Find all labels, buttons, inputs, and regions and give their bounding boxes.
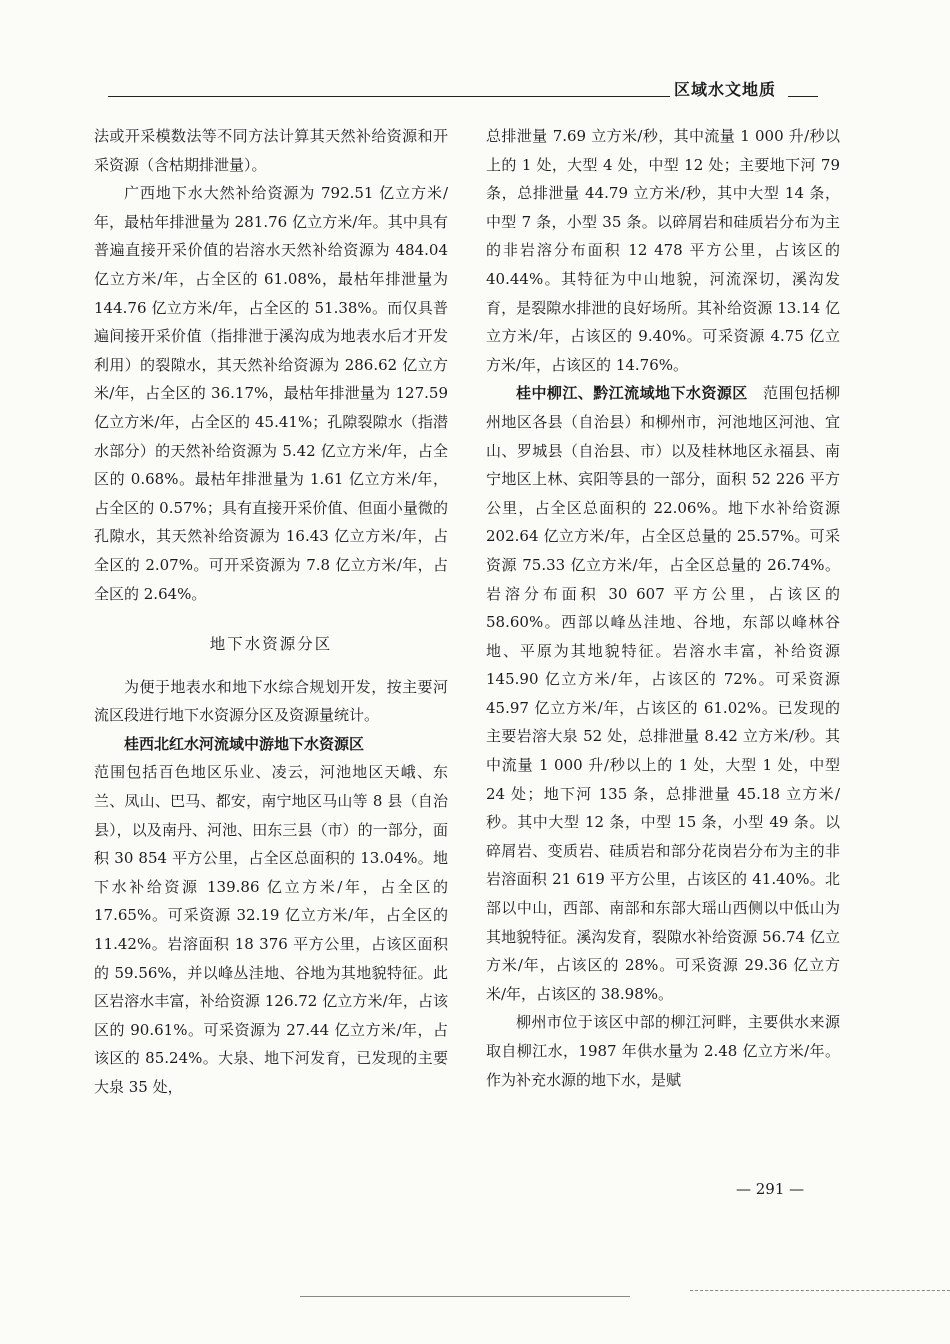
scan-artifact-line: [690, 1290, 950, 1291]
paragraph: 范围包括百色地区乐业、凌云，河池地区天峨、东兰、凤山、巴马、都安，南宁地区马山等 8 县（自治县），以及南丹、河池、田东三县（市）的一部分，面积 30 854 平方公里，占全区总面积的 13.04%。地下水补给资源 139.86 亿立方米/年，占全区的 17.65%。可采资源 32.19 亿立方米/年，占全区的 11.42%。岩溶面积 18 376 平方公里，占该区面积的 59.56%，并以峰丛洼地、谷地为其地貌特征。此区岩溶水丰富，补给资源 126.72 亿立方米/年，占该区的 90.61%。可采资源为 27.44 亿立方米/年，占该区的 85.24%。大泉、地下河发育，已发现的主要大泉 35 处，: [94, 763, 448, 1096]
region-subheading: 桂中柳江、黔江流域地下水资源区: [516, 384, 748, 403]
right-column: [486, 122, 840, 1094]
paragraph: 法或开采模数法等不同方法计算其天然补给资源和开采资源（含枯期排泄量）。: [94, 127, 448, 174]
paragraph: 柳州市位于该区中部的柳江河畔，主要供水来源取自柳江水，1987 年供水量为 2.48 亿立方米/年。作为补充水源的地下水，是赋: [486, 1013, 840, 1089]
header-rule-left: [108, 96, 670, 97]
paragraph: 为便于地表水和地下水综合规划开发，按主要河流区段进行地下水资源分区及资源量统计。: [94, 677, 448, 725]
paragraph: [486, 379, 840, 1008]
scan-artifact-line: [300, 1296, 630, 1297]
header-rule-right: [788, 96, 818, 97]
paragraph: 总排泄量 7.69 立方米/秒，其中流量 1 000 升/秒以上的 1 处，大型 4 处，中型 12 处；主要地下河 79 条，总排泄量 44.79 立方米/秒，其中大型 14 条，中型 7 条，小型 35 条。以碎屑岩和硅质岩分布为主的非岩溶分布面积 12 478 平方公里，占该区的 40.44%。其特征为中山地貌，河流深切，溪沟发育，是裂隙水排泄的良好场所。其补给资源 13.14 亿立方米/年，占该区的 9.40%。可采资源 4.75 亿立方米/年，占该区的 14.76%。: [486, 127, 840, 374]
paragraph-text: 范围包括柳州地区各县（自治县）和柳州市，河池地区河池、宜山、罗城县（自治县、市）以及桂林地区永福县、南宁地区上林、宾阳等县的一部分，面积 52 226 平方公里，占全区总面积的 22.06%。地下水补给资源 202.64 亿立方米/年，占全区总量的 25.57%。可采资源 75.33 亿立方米/年，占全区总量的 26.74%。岩溶分布面积 30 607 平方公里，占该区的 58.60%。西部以峰丛洼地、谷地，东部以峰林谷地、平原为其地貌特征。岩溶水丰富，补给资源 145.90 亿立方米/年，占该区的 72%。可采资源 45.97 亿立方米/年，占该区的 61.02%。已发现的主要岩溶大泉 52 处，总排泄量 8.42 立方米/秒。其中流量 1 000 升/秒以上的 1 处，大型 1 处，中型 24 处；地下河 135 条，总排泄量 45.18 立方米/秒。其中大型 12 条，中型 15 条，小型 49 条。以碎屑岩、变质岩、硅质岩和部分花岗岩分布为主的非岩溶面积 21 619 平方公里，占该区的 41.40%。北部以中山，西部、南部和东部大瑶山西侧以中低山为其地貌特征。溪沟发育，裂隙水补给资源 56.74 亿立方米/年，占该区的 28%。可采资源 29.36 亿立方米/年，占该区的 38.98%。: [486, 384, 840, 1003]
region-subheading: 桂西北红水河流域中游地下水资源区: [124, 734, 365, 753]
page-number: — 291 —: [736, 1180, 805, 1198]
section-title: 地下水资源分区: [209, 635, 333, 654]
left-column: [94, 122, 448, 1102]
running-header: 区域水文地质: [674, 80, 777, 99]
paragraph: 广西地下水大然补给资源为 792.51 亿立方米/年，最枯年排泄量为 281.76 亿立方米/年。其中具有普遍直接开采价值的岩溶水天然补给资源为 484.04 亿立方米/年，占全区的 61.08%，最枯年排泄量为 144.76 亿立方米/年，占全区的 51.38%。而仅具普遍间接开采价值（指排泄于溪沟成为地表水后才开发利用）的裂隙水，其天然补给资源为 286.62 亿立方米/年，占全区的 36.17%，最枯年排泄量为 127.59 亿立方米/年，占全区的 45.41%；孔隙裂隙水（指潜水部分）的天然补给资源为 5.42 亿立方米/年，占全区的 0.68%。最枯年排泄量为 1.61 亿立方米/年，占全区的 0.57%；具有直接开采价值、但面小量微的孔隙水，其天然补给资源为 16.43 亿立方米/年，占全区的 2.07%。可开采资源为 7.8 亿立方米/年，占全区的 2.64%。: [94, 184, 448, 603]
